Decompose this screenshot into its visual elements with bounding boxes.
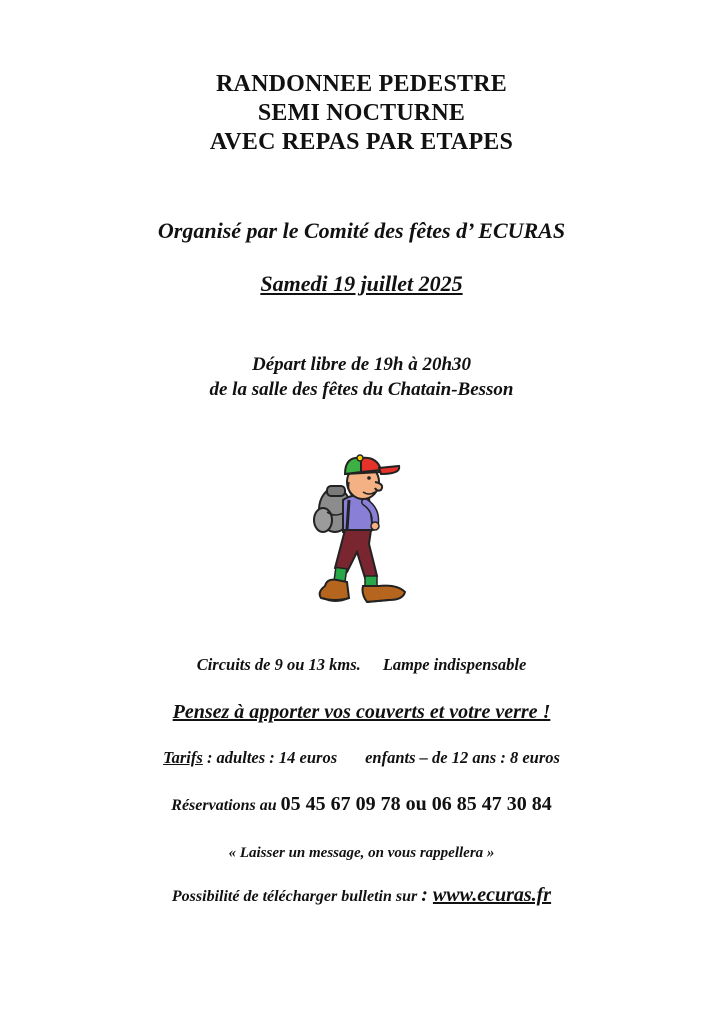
departure-time: Départ libre de 19h à 20h30 (251, 354, 472, 375)
hiker-illustration (305, 452, 415, 614)
circuits-line (0, 655, 723, 675)
prices-label: Tarifs (163, 748, 203, 767)
reservation-or: ou (400, 793, 432, 815)
departure-info (0, 352, 723, 402)
cap-icon (345, 455, 399, 474)
reservation-label: Réservations au (171, 797, 281, 814)
phone-number-2[interactable]: 06 85 47 30 84 (431, 793, 552, 815)
child-price: enfants – de 12 ans : 8 euros (365, 748, 560, 767)
bulletin-line (0, 884, 723, 907)
departure-place: de la salle des fêtes du Chatain-Besson (209, 379, 514, 400)
organiser-line: Organisé par le Comité des fêtes d’ ECURAS (157, 218, 566, 243)
circuits-text: Circuits de 9 ou 13 kms. (196, 655, 361, 674)
bulletin-colon: : (421, 884, 433, 906)
message-line: « Laisser un message, on vous rappellera » (228, 845, 495, 861)
title-line-1: RANDONNEE PEDESTRE (216, 71, 507, 97)
reminder-line: Pensez à apporter vos couverts et votre verre ! (172, 701, 551, 723)
left-boot (320, 580, 349, 600)
adult-price: : adultes : 14 euros (202, 748, 338, 767)
title-line-2: SEMI NOCTURNE (257, 100, 466, 126)
lamp-text: Lampe indispensable (382, 655, 527, 674)
reservation-line (0, 793, 723, 816)
event-date: Samedi 19 juillet 2025 (260, 271, 463, 296)
event-title (0, 70, 723, 157)
phone-number-1[interactable]: 05 45 67 09 78 (280, 793, 401, 815)
website-link[interactable]: www.ecuras.fr (432, 884, 552, 906)
prices-line (0, 748, 723, 768)
title-line-3: AVEC REPAS PAR ETAPES (209, 129, 514, 155)
bulletin-text: Possibilité de télécharger bulletin sur (171, 888, 422, 905)
